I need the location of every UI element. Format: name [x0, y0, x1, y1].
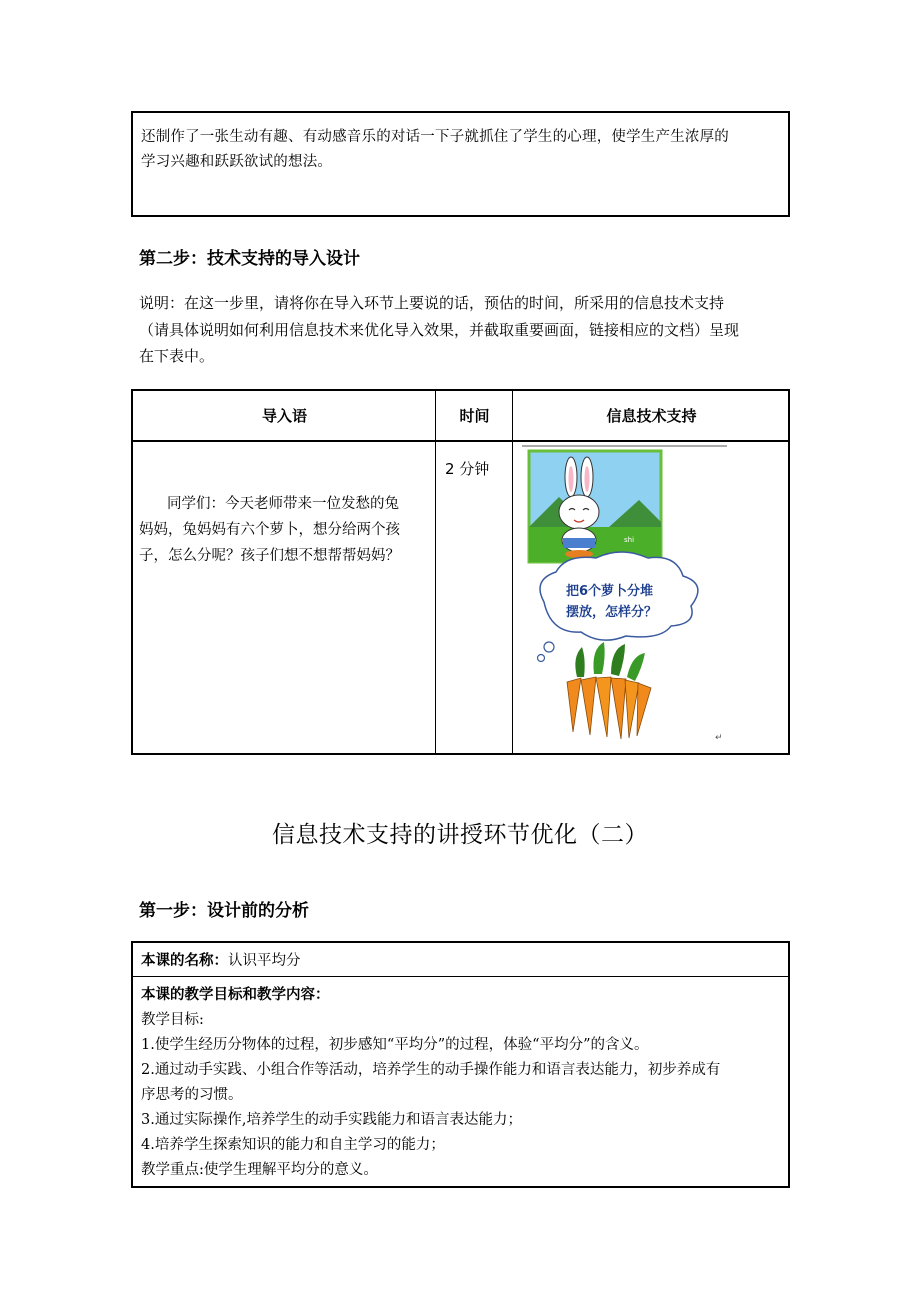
goals-label: 本课的教学目标和教学内容：	[141, 987, 330, 1003]
carrot-leaf	[575, 647, 584, 677]
intro-time-cell: 2 分钟	[445, 460, 490, 478]
rabbit-head	[559, 495, 599, 529]
intro-text-line: 还制作了一张生动有趣、有动感音乐的对话一下子就抓住了学生的心理，使学生产生浓厚的	[141, 129, 729, 145]
header-time: 时间	[436, 391, 513, 441]
note-line: 在下表中。	[139, 347, 215, 365]
carrot	[581, 677, 596, 735]
goal-item: 序思考的习惯。	[141, 1087, 243, 1103]
goal-item: 1.使学生经历分物体的过程，初步感知“平均分”的过程，体验“平均分”的含义。	[141, 1037, 649, 1053]
step1-heading: 第一步：设计前的分析	[139, 901, 309, 921]
rabbit-carrot-illustration	[519, 442, 734, 747]
goal-item: 2.通过动手实践、小组合作等活动，培养学生的动手操作能力和语言表达能力，初步养成有	[141, 1062, 721, 1078]
carrot-leaf	[627, 653, 645, 681]
header-intro-speech: 导入语	[133, 391, 436, 441]
step2-note	[139, 290, 789, 370]
bubble-dot	[538, 655, 545, 662]
note-line: （请具体说明如何利用信息技术来优化导入效果，并截取重要画面，链接相应的文档）呈现	[139, 320, 740, 339]
intro-text-line: 学习兴趣和跃跃欲试的想法。	[141, 154, 333, 170]
course-name-row	[133, 943, 788, 977]
course-name-label: 本课的名称：	[141, 953, 228, 969]
bubble-dot	[544, 642, 554, 652]
goals-title: 教学目标:	[141, 1012, 204, 1028]
goal-item: 4.培养学生探索知识的能力和自主学习的能力；	[141, 1137, 445, 1153]
note-line: 说明：在这一步里，请将你在导入环节上要说的话，预估的时间，所采用的信息技术支持	[139, 294, 725, 312]
scene-tag: shi	[624, 536, 635, 544]
rabbit-ear-inner	[569, 466, 574, 492]
paragraph-mark-icon: ↵	[715, 733, 723, 743]
bubble-text-line: 摆放，怎样分？	[566, 605, 658, 620]
analysis-table	[131, 941, 790, 1188]
goals-row	[133, 983, 788, 1183]
page-title: 信息技术支持的讲授环节优化（二）	[272, 822, 648, 848]
key-point: 教学重点:使学生理解平均分的意义。	[141, 1162, 378, 1178]
step2-heading: 第二步：技术支持的导入设计	[139, 249, 360, 269]
bubble-text-line: 把6个萝卜分堆	[566, 584, 654, 599]
header-tech-support: 信息技术支持	[513, 391, 790, 441]
carrot	[637, 683, 651, 736]
intro-text-box	[131, 111, 790, 217]
course-name-value: 认识平均分	[228, 953, 301, 969]
speech-line: 同学们：今天老师带来一位发愁的兔	[167, 496, 399, 512]
carrot	[596, 677, 611, 737]
table-divider	[435, 391, 436, 753]
table-divider	[512, 391, 513, 753]
carrot	[567, 678, 581, 732]
carrot-leaf	[593, 642, 604, 674]
intro-speech-cell	[139, 491, 429, 569]
rabbit-apron	[563, 538, 595, 548]
carrot-leaf	[611, 644, 625, 676]
carrot	[611, 678, 626, 739]
goal-item: 3.通过实际操作,培养学生的动手实践能力和语言表达能力；	[141, 1112, 522, 1128]
speech-line: 子，怎么分呢？孩子们想不想帮帮妈妈？	[139, 548, 400, 564]
carrot-bunch	[567, 642, 651, 739]
rabbit-ear-inner	[585, 466, 590, 492]
speech-line: 妈妈，兔妈妈有六个萝卜，想分给两个孩	[139, 522, 400, 538]
